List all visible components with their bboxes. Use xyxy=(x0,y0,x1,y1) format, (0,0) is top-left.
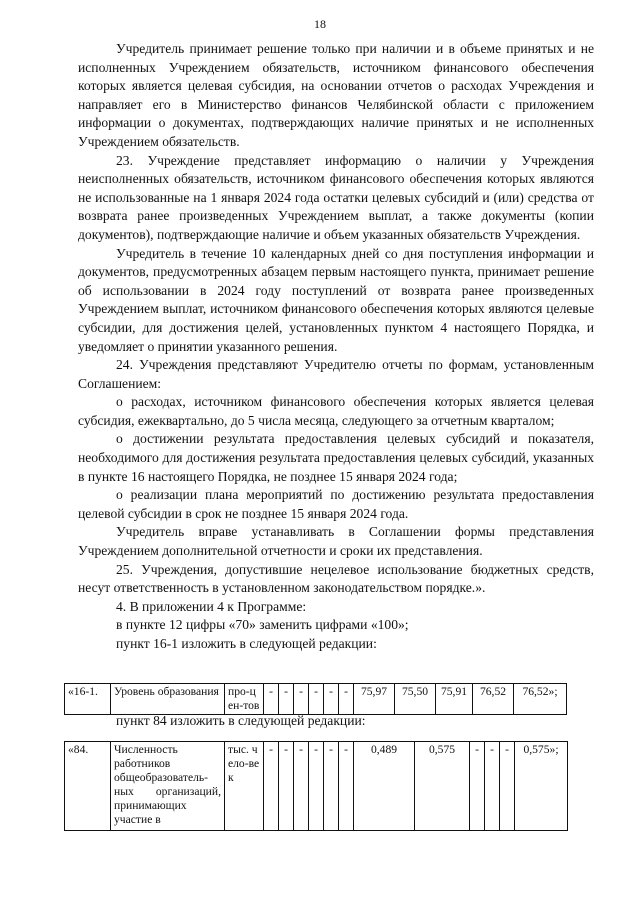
table-row xyxy=(65,742,568,831)
table-cell: - xyxy=(324,742,339,831)
table-cell: - xyxy=(309,684,324,715)
paragraph: 4. В приложении 4 к Программе: xyxy=(116,598,307,614)
table-cell: - xyxy=(470,742,485,831)
table-84 xyxy=(64,741,568,831)
table-cell: - xyxy=(485,742,500,831)
table-cell: - xyxy=(500,742,515,831)
unit: про-цен-тов xyxy=(225,684,264,715)
row-number: «16-1. xyxy=(65,684,111,715)
paragraph: Учредитель в течение 10 календарных дней со дня поступления информации и документов, предусмотренных абзацем первым настоящего пункта, принимает решение об использовании в 2024 году поступлений от возврата ранее произведенных Учреждением выплат, источником финансового обеспечения которых являются целевые субсидии, для достижения целей, установленных пунктом 4 настоящего Порядка, и уведомляет о принятии указанного решения. xyxy=(78,245,594,354)
table-cell: - xyxy=(309,742,324,831)
table-cell: - xyxy=(339,742,354,831)
paragraph: в пункте 12 цифры «70» заменить цифрами «100»; xyxy=(116,617,409,633)
table-cell: - xyxy=(264,742,279,831)
table-cell: 76,52»; xyxy=(514,684,567,715)
table-cell: - xyxy=(264,684,279,715)
page-number: 18 xyxy=(314,17,326,31)
paragraph: 23. Учреждение представляет информацию о наличии у Учреждения неисполненных обязательств, источником финансового обеспечения которых являются не использованные на 1 января 2024 года остатки целевых субсидий и (или) средства от возврата ранее произведенных Учреждением выплат, а также документы (копии документов), подтверждающие наличие и объем указанных обязательств Учреждения. xyxy=(78,152,594,242)
section-label-16-1: пункт 16-1 изложить в следующей редакции: xyxy=(116,636,377,651)
table-cell: - xyxy=(294,684,309,715)
table-cell: 75,97 xyxy=(354,684,395,715)
table-row xyxy=(65,684,567,715)
paragraph: о расходах, источником финансового обеспечения которых является целевая субсидия, ежеквартально, до 5 числа месяца, следующего за отчетным кварталом; xyxy=(78,394,594,428)
table-cell: 75,50 xyxy=(395,684,436,715)
row-number: «84. xyxy=(65,742,111,831)
table-cell: 0,575 xyxy=(415,742,470,831)
indicator-name: Численность работников общеобразователь-ных организаций, принимающих участие в xyxy=(111,742,225,831)
paragraph: о реализации плана мероприятий по достижению результата предоставления целевой субсидии в срок не позднее 15 января 2024 года. xyxy=(78,487,594,521)
paragraph: о достижении результата предоставления целевых субсидий и показателя, необходимого для достижения результата предоставления целевых субсидий, указанных в пункте 16 настоящего Порядка, не позднее 15 января 2024 года; xyxy=(78,431,594,484)
document-body xyxy=(78,40,594,730)
section-label-84: пункт 84 изложить в следующей редакции: xyxy=(116,712,366,728)
indicator-name: Уровень образования xyxy=(111,684,225,715)
table-cell: - xyxy=(279,684,294,715)
paragraph: Учредитель вправе устанавливать в Соглашении формы представления Учреждением дополнительной отчетности и сроки их представления. xyxy=(78,524,594,559)
table-cell: - xyxy=(279,742,294,831)
table-cell: - xyxy=(294,742,309,831)
paragraph: 25. Учреждения, допустившие нецелевое использование бюджетных средств, несут ответственность в установленном законодательством порядке.». xyxy=(78,561,594,596)
table-cell: - xyxy=(324,684,339,715)
table-cell: 0,575»; xyxy=(515,742,568,831)
table-cell: 0,489 xyxy=(354,742,415,831)
unit: тыс. чело-век xyxy=(225,742,264,831)
table-cell: - xyxy=(339,684,354,715)
paragraph: 24. Учреждения представляют Учредителю отчеты по формам, установленным Соглашением: xyxy=(78,357,594,391)
table-16-1 xyxy=(64,683,567,715)
table-cell: 75,91 xyxy=(436,684,473,715)
paragraph: Учредитель принимает решение только при наличии и в объеме принятых и не исполненных Учреждением обязательств, источником финансового обеспечения которых является целевая субсидия, на основании отчетов о расходах Учреждения и направляет его в Министерство финансов Челябинской области с приложением информации о документах, подтверждающих наличие принятых и не исполненных Учреждением обязательств. xyxy=(78,41,594,149)
table-cell: 76,52 xyxy=(473,684,514,715)
